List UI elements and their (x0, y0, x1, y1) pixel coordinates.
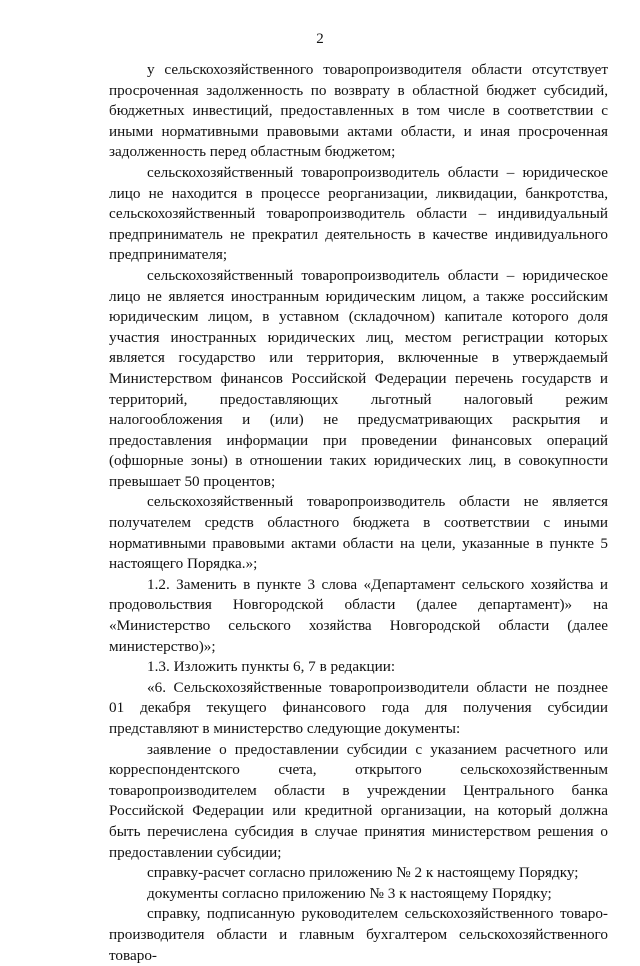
paragraph-calculation-certificate: справку-расчет согласно приложению № 2 к настоящему Порядку; (147, 864, 579, 882)
paragraph-not-foreign-entity: сельскохозяйственный товаропроизводитель области – юридическое лицо не является иностранным юридическим лицом, а также российским юридическим лицом, в уставном (складочном) капитале которого доля участия иностранных юридических лиц, местом регистрации которых является государство или территория, включенные в утверждаемый Министерством финансов Российской Федерации перечень государств и территорий, предоставляющих льготный налоговый режим налогообложения и (или) не предусматривающих раскрытия и предоставления информации при проведении финансовых операций (офшорные зоны) в отношении таких юридических лиц, в совокупности превышает 50 процентов; (109, 266, 608, 490)
paragraph-no-arrears: у сельскохозяйственного товаропроизводителя области отсутствует просроченная задолженность по возврату в областной бюджет субсидий, бюджетных инвестиций, предоставленных в том числе в соответствии с иными нормативными правовыми актами области, и иная просроченная задолженность перед областным бюджетом; (109, 61, 608, 161)
paragraph-documents-appendix-3: документы согласно приложению № 3 к настоящему Порядку; (147, 884, 552, 902)
paragraph-clause-6: «6. Сельскохозяйственные товаропроизводители области не позднее 01 декабря текущего финансового года для получения субсидии представляют в министерство следующие документы: (109, 678, 608, 737)
paragraph-application: заявление о предоставлении субсидии с указанием расчетного или корреспондентского счета, открытого сельскохозяйственным товаропроизводителем области в учреждении Центрального банка Российской Федерации или кредитной организации, на который должна быть перечислена субсидия в случае принятия министерством решения о предоставлении субсидии; (109, 740, 608, 861)
page-number: 2 (316, 31, 324, 47)
paragraph-not-budget-recipient: сельскохозяйственный товаропроизводитель области не является получателем средств областного бюджета в соответствии с иными нормативными правовыми актами области на цели, указанные в пункте 5 настоящего Порядка.»; (109, 493, 608, 573)
paragraph-no-reorganization: сельскохозяйственный товаропроизводитель области – юридическое лицо не находится в процессе реорганизации, ликвидации, банкротства, сельскохозяйственный товаропроизводитель области – индивидуальный предприниматель не прекратил деятельность в качестве индивидуального предпринимателя; (109, 163, 608, 264)
paragraph-signed-certificate: справку, подписанную руководителем сельскохозяйственного товаро-производителя области и главным бухгалтером сельскохозяйственного товаро- (109, 905, 608, 964)
document-body (109, 60, 608, 966)
paragraph-amendment-1-2: 1.2. Заменить в пункте 3 слова «Департамент сельского хозяйства и продовольствия Новгородской области (далее департамент)» на «Министерство сельского хозяйства Новгородской области (далее министерство)»; (109, 575, 608, 655)
paragraph-amendment-1-3: 1.3. Изложить пункты 6, 7 в редакции: (147, 658, 396, 676)
